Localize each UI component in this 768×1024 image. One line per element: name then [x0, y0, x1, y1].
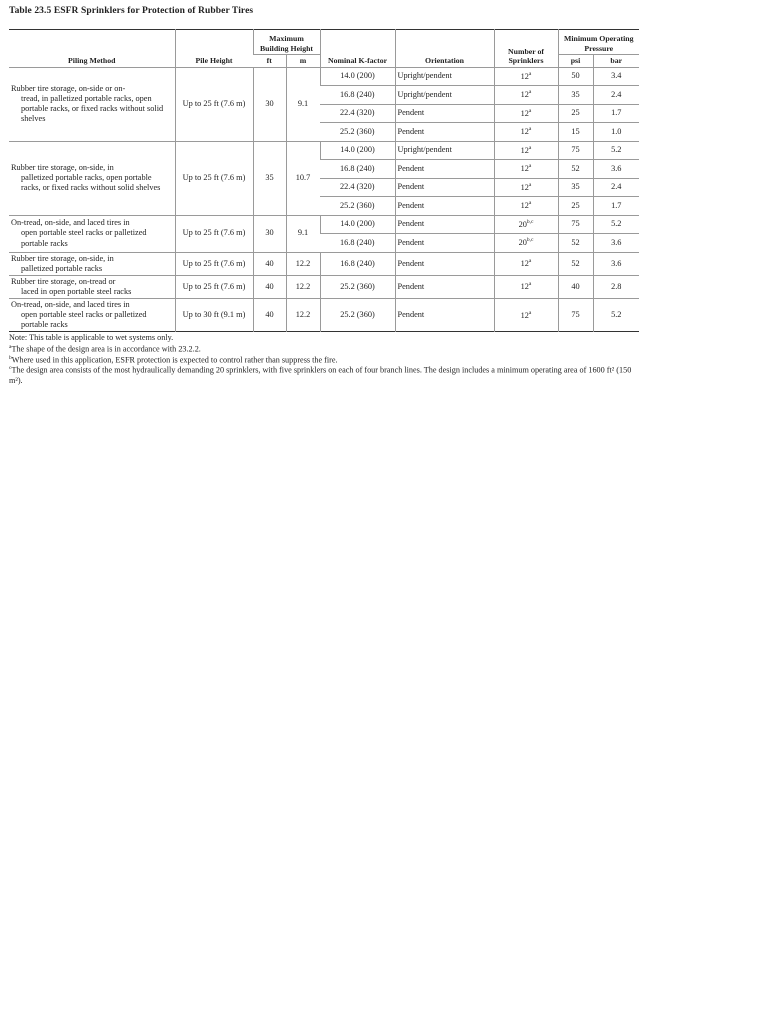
pressure-psi-cell: 52	[558, 234, 593, 253]
orientation-cell: Pendent	[395, 160, 494, 179]
pressure-psi-cell: 35	[558, 178, 593, 197]
sprinkler-count-cell	[494, 141, 558, 160]
piling-method-text-cont: palletized portable racks, open portable racks, or fixed racks without solid shelves	[21, 172, 161, 193]
k-factor-cell: 16.8 (240)	[320, 160, 395, 179]
sprinkler-count-cell	[494, 252, 558, 275]
piling-method-text: Rubber tire storage, on-side, in	[11, 162, 114, 172]
building-height-ft-cell: 35	[253, 141, 286, 215]
pile-height-cell: Up to 25 ft (7.6 m)	[175, 67, 253, 141]
k-factor-cell: 22.4 (320)	[320, 104, 395, 123]
sprinkler-count-cell	[494, 123, 558, 142]
pile-height-cell: Up to 25 ft (7.6 m)	[175, 141, 253, 215]
sprinkler-count-value: 12	[520, 71, 529, 81]
pile-height-cell: Up to 25 ft (7.6 m)	[175, 215, 253, 252]
sprinkler-count-cell	[494, 197, 558, 216]
sprinkler-count-value: 12	[520, 310, 529, 320]
pressure-bar-cell: 3.6	[593, 234, 639, 253]
orientation-cell: Pendent	[395, 123, 494, 142]
k-factor-cell: 14.0 (200)	[320, 215, 395, 234]
table-notes	[9, 333, 641, 386]
building-height-m-cell: 12.2	[286, 275, 320, 298]
footnote-marker: a	[528, 107, 532, 114]
sprinkler-count-value: 12	[520, 282, 529, 292]
building-height-m-cell: 12.2	[286, 298, 320, 331]
sprinkler-count-cell	[494, 160, 558, 179]
building-height-m-cell: 9.1	[286, 215, 320, 252]
orientation-cell: Pendent	[395, 275, 494, 298]
pressure-bar-cell: 2.8	[593, 275, 639, 298]
pressure-psi-cell: 15	[558, 123, 593, 142]
pressure-psi-cell: 75	[558, 141, 593, 160]
footnote-b-text: Where used in this application, ESFR protection is expected to control rather than suppress the fire.	[11, 355, 338, 365]
table-row	[9, 298, 639, 331]
k-factor-cell: 14.0 (200)	[320, 141, 395, 160]
piling-method-text: On-tread, on-side, and laced tires in	[11, 299, 130, 309]
pressure-bar-cell: 5.2	[593, 215, 639, 234]
pressure-bar-cell: 3.6	[593, 252, 639, 275]
header-psi: psi	[558, 55, 593, 68]
header-orientation: Orientation	[395, 30, 494, 68]
piling-method-text: On-tread, on-side, and laced tires in	[11, 218, 130, 228]
table-row	[9, 275, 639, 298]
footnote-marker: a	[528, 181, 532, 188]
piling-method-text-cont: tread, in palletized portable racks, open portable racks, or fixed racks without solid shelves	[21, 93, 164, 124]
footnote-marker: a	[528, 89, 532, 96]
orientation-cell: Upright/pendent	[395, 141, 494, 160]
orientation-cell: Pendent	[395, 234, 494, 253]
sprinkler-count-cell	[494, 234, 558, 253]
footnote-marker: a	[528, 70, 532, 77]
sprinkler-count-value: 12	[520, 127, 529, 137]
pressure-psi-cell: 75	[558, 298, 593, 331]
building-height-ft-cell: 30	[253, 67, 286, 141]
pressure-psi-cell: 25	[558, 197, 593, 216]
footnote-marker: a	[528, 281, 532, 288]
sprinkler-count-cell	[494, 104, 558, 123]
pressure-psi-cell: 52	[558, 160, 593, 179]
footnote-b-marker: b	[9, 354, 12, 361]
orientation-cell: Pendent	[395, 197, 494, 216]
header-min-operating-pressure: Minimum Operating Pressure	[558, 30, 639, 55]
k-factor-cell: 14.0 (200)	[320, 67, 395, 86]
sprinkler-count-value: 12	[520, 90, 529, 100]
sprinkler-count-cell	[494, 178, 558, 197]
footnote-marker: b,c	[526, 237, 534, 244]
piling-method-text-cont: open portable steel racks or palletized portable racks	[21, 310, 147, 330]
pile-height-cell: Up to 30 ft (9.1 m)	[175, 298, 253, 331]
sprinkler-count-value: 12	[520, 145, 529, 155]
piling-method-text-cont: open portable steel racks or palletized portable racks	[21, 228, 147, 248]
table-row	[9, 215, 639, 234]
pressure-bar-cell: 5.2	[593, 141, 639, 160]
k-factor-cell: 25.2 (360)	[320, 123, 395, 142]
building-height-ft-cell: 30	[253, 215, 286, 252]
k-factor-cell: 25.2 (360)	[320, 298, 395, 331]
header-pile-height: Pile Height	[175, 30, 253, 68]
footnote-c-text: The design area consists of the most hydraulically demanding 20 sprinklers, with five sprinklers on each of four branch lines. The design includes a minimum operating area of 1600 ft² (150 m²).	[9, 366, 632, 386]
header-ft: ft	[253, 55, 286, 68]
header-max-building-height: Maximum Building Height	[253, 30, 320, 55]
footnote-a-marker: a	[9, 343, 12, 350]
piling-method-text: Rubber tire storage, on-side or on-	[11, 83, 126, 93]
table-title: Table 23.5 ESFR Sprinklers for Protection of Rubber Tires	[9, 6, 254, 16]
sprinkler-count-cell	[494, 67, 558, 86]
pressure-bar-cell: 2.4	[593, 86, 639, 105]
document	[9, 6, 641, 387]
piling-method-cell	[9, 215, 175, 252]
sprinkler-count-cell	[494, 215, 558, 234]
sprinkler-count-value: 12	[520, 182, 529, 192]
table-row	[9, 252, 639, 275]
footnote-a	[9, 344, 641, 355]
note-wet-systems: Note: This table is applicable to wet systems only.	[9, 333, 174, 343]
sprinkler-count-value: 20	[518, 238, 527, 248]
pressure-bar-cell: 3.6	[593, 160, 639, 179]
building-height-ft-cell: 40	[253, 252, 286, 275]
building-height-ft-cell: 40	[253, 275, 286, 298]
pressure-psi-cell: 35	[558, 86, 593, 105]
piling-method-cell	[9, 141, 175, 215]
piling-method-cell	[9, 298, 175, 331]
k-factor-cell: 25.2 (360)	[320, 197, 395, 216]
pile-height-cell: Up to 25 ft (7.6 m)	[175, 252, 253, 275]
pressure-psi-cell: 52	[558, 252, 593, 275]
table-body	[9, 67, 639, 332]
table-row	[9, 141, 639, 160]
building-height-m-cell: 9.1	[286, 67, 320, 141]
footnote-c-marker: c	[9, 365, 12, 372]
table-header	[9, 30, 639, 68]
pressure-bar-cell: 3.4	[593, 67, 639, 86]
sprinkler-count-value: 12	[520, 164, 529, 174]
sprinkler-count-value: 20	[518, 219, 527, 229]
footnote-marker: a	[528, 163, 532, 170]
pressure-bar-cell: 2.4	[593, 178, 639, 197]
piling-method-text-cont: palletized portable racks	[21, 263, 103, 273]
table-row	[9, 67, 639, 86]
footnote-marker: a	[528, 258, 532, 265]
footnote-marker: a	[528, 200, 532, 207]
orientation-cell: Pendent	[395, 298, 494, 331]
pressure-bar-cell: 1.7	[593, 197, 639, 216]
orientation-cell: Pendent	[395, 178, 494, 197]
pressure-psi-cell: 40	[558, 275, 593, 298]
pressure-psi-cell: 50	[558, 67, 593, 86]
piling-method-text: Rubber tire storage, on-tread or	[11, 276, 116, 286]
k-factor-cell: 22.4 (320)	[320, 178, 395, 197]
building-height-m-cell: 10.7	[286, 141, 320, 215]
footnote-marker: a	[528, 126, 532, 133]
k-factor-cell: 25.2 (360)	[320, 275, 395, 298]
orientation-cell: Upright/pendent	[395, 86, 494, 105]
piling-method-cell	[9, 67, 175, 141]
pressure-bar-cell: 1.0	[593, 123, 639, 142]
sprinkler-count-value: 12	[520, 201, 529, 211]
header-nominal-k-factor: Nominal K-factor	[320, 30, 395, 68]
footnote-marker: b,c	[526, 218, 534, 225]
header-piling-method: Piling Method	[68, 56, 116, 65]
header-bar: bar	[593, 55, 639, 68]
header-m: m	[286, 55, 320, 68]
piling-method-text-cont: laced in open portable steel racks	[21, 286, 132, 296]
k-factor-cell: 16.8 (240)	[320, 252, 395, 275]
building-height-ft-cell: 40	[253, 298, 286, 331]
piling-method-text: Rubber tire storage, on-side, in	[11, 253, 114, 263]
k-factor-cell: 16.8 (240)	[320, 234, 395, 253]
pressure-psi-cell: 75	[558, 215, 593, 234]
pressure-bar-cell: 1.7	[593, 104, 639, 123]
orientation-cell: Pendent	[395, 252, 494, 275]
sprinkler-count-value: 12	[520, 258, 529, 268]
footnote-marker: a	[528, 144, 532, 151]
k-factor-cell: 16.8 (240)	[320, 86, 395, 105]
sprinkler-count-cell	[494, 298, 558, 331]
footnote-a-text: The shape of the design area is in accordance with 23.2.2.	[11, 344, 201, 354]
esfr-table	[9, 29, 639, 332]
piling-method-cell	[9, 252, 175, 275]
orientation-cell: Pendent	[395, 215, 494, 234]
footnote-b	[9, 355, 641, 366]
orientation-cell: Pendent	[395, 104, 494, 123]
pile-height-cell: Up to 25 ft (7.6 m)	[175, 275, 253, 298]
sprinkler-count-cell	[494, 86, 558, 105]
footnote-marker: a	[528, 309, 532, 316]
pressure-bar-cell: 5.2	[593, 298, 639, 331]
building-height-m-cell: 12.2	[286, 252, 320, 275]
pressure-psi-cell: 25	[558, 104, 593, 123]
piling-method-cell	[9, 275, 175, 298]
footnote-c	[9, 365, 641, 386]
sprinkler-count-value: 12	[520, 108, 529, 118]
header-number-of-sprinklers: Number of Sprinklers	[494, 30, 558, 68]
orientation-cell: Upright/pendent	[395, 67, 494, 86]
sprinkler-count-cell	[494, 275, 558, 298]
